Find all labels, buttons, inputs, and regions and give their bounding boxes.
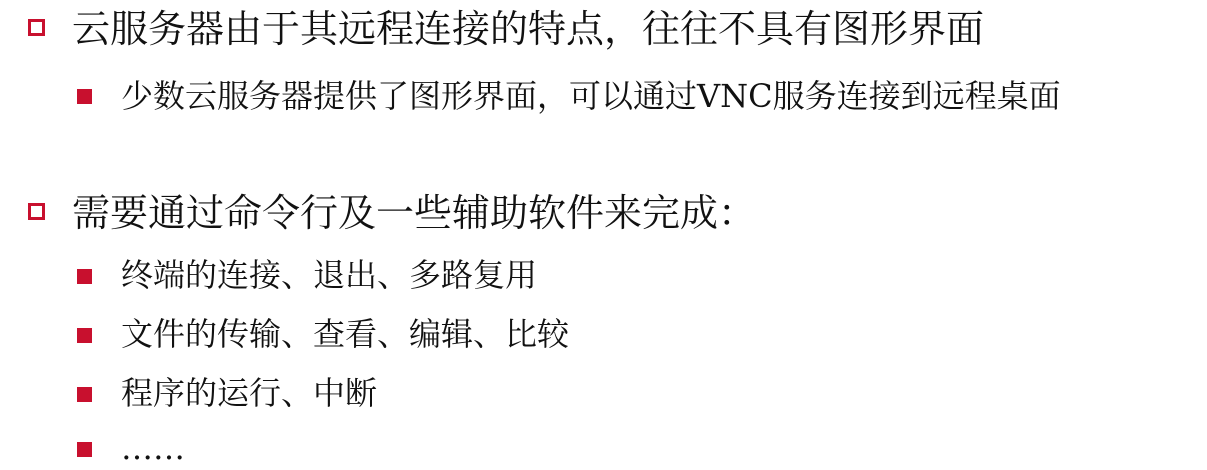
sub-bullet-text: 文件的传输、查看、编辑、比较 (121, 315, 570, 353)
hollow-square-bullet-icon (28, 203, 45, 220)
filled-square-bullet-icon (77, 442, 92, 457)
bullet-text: 需要通过命令行及一些辅助软件来完成： (72, 191, 757, 235)
filled-square-bullet-icon (77, 89, 92, 104)
sub-bullet-text: 少数云服务器提供了图形界面，可以通过VNC服务连接到远程桌面 (121, 77, 1061, 115)
sub-bullet-text: 程序的运行、中断 (121, 374, 378, 412)
filled-square-bullet-icon (77, 328, 92, 343)
sub-bullet-text: 终端的连接、退出、多路复用 (121, 256, 538, 294)
filled-square-bullet-icon (77, 269, 92, 284)
sub-bullet-text: …… (121, 429, 185, 467)
hollow-square-bullet-icon (28, 19, 45, 36)
bullet-text: 云服务器由于其远程连接的特点，往往不具有图形界面 (72, 7, 985, 51)
filled-square-bullet-icon (77, 387, 92, 402)
